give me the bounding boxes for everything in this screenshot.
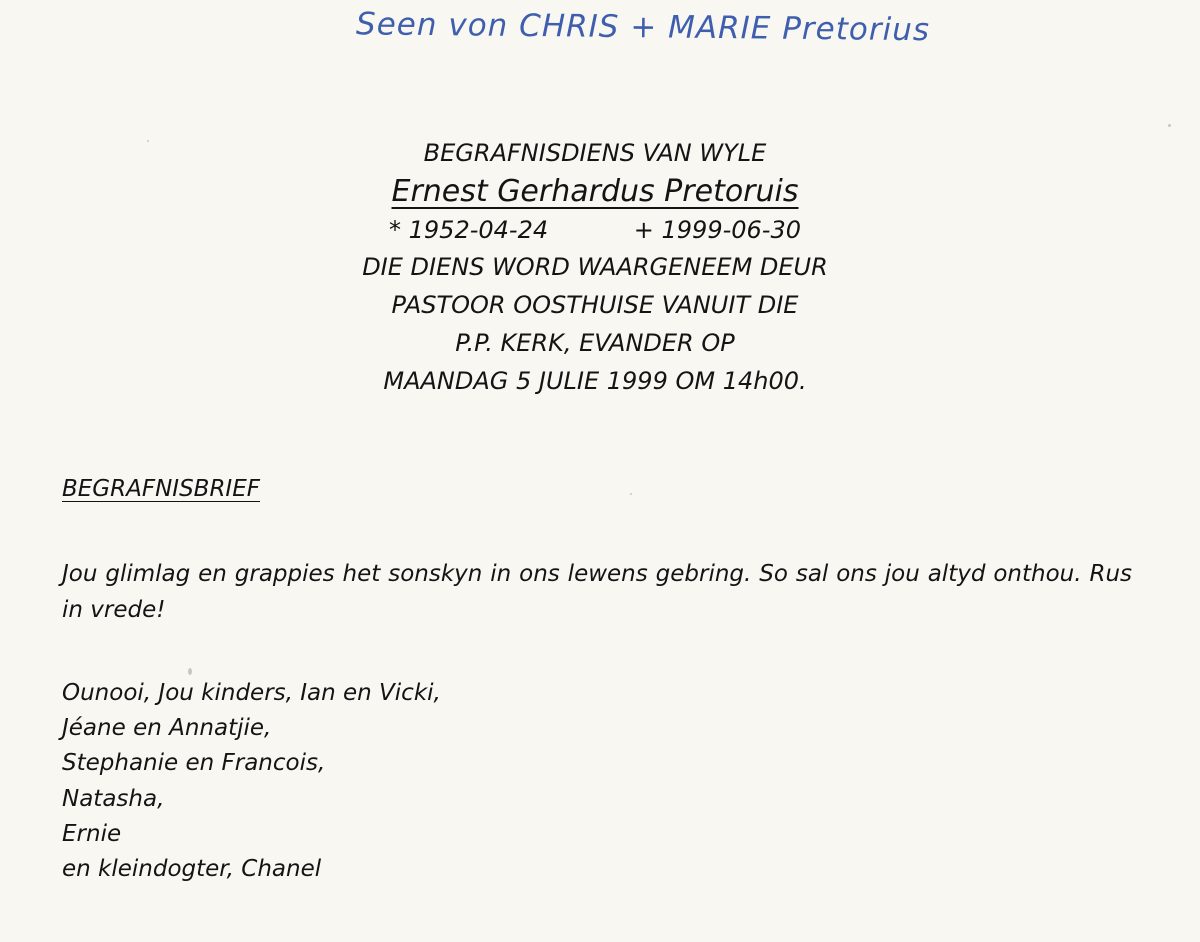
service-title: BEGRAFNISDIENS VAN WYLE — [423, 139, 767, 167]
paper-speck — [1168, 124, 1171, 127]
death-date: + 1999-06-30 — [633, 216, 801, 244]
letter-heading: BEGRAFNISBRIEF — [62, 476, 260, 502]
deceased-name: Ernest Gerhardus Pretoruis — [391, 174, 799, 209]
signature-line: Ounooi, Jou kinders, Ian en Vicki, — [62, 680, 441, 706]
paper-speck — [630, 493, 632, 495]
paper-speck — [147, 140, 149, 142]
service-detail-line: DIE DIENS WORD WAARGENEEM DEUR — [362, 253, 828, 281]
signature-line: en kleindogter, Chanel — [62, 856, 322, 883]
signature-line: Natasha, — [62, 785, 165, 812]
letter-message: Jou glimlag en grappies het sonskyn in ons lewens gebring. So sal ons jou altyd onthou. Rus in vrede! — [62, 561, 1132, 623]
service-date-time: MAANDAG 5 JULIE 1999 OM 14h00. — [383, 367, 807, 395]
funeral-service-header — [250, 134, 940, 400]
service-detail-line: P.P. KERK, EVANDER OP — [455, 329, 735, 357]
service-detail-line: PASTOOR OOSTHUISE VANUIT DIE — [391, 291, 799, 319]
life-dates — [250, 212, 940, 248]
birth-date: * 1952-04-24 — [389, 216, 549, 244]
signature-line: Jéane en Annatjie, — [62, 715, 272, 742]
paper-speck — [188, 668, 192, 675]
handwritten-note: Seen von CHRIS + MARIE Pretorius — [355, 6, 931, 49]
signature-line: Ernie — [62, 820, 122, 847]
signature-line: Stephanie en Francois, — [62, 750, 326, 777]
family-signatures — [62, 676, 762, 887]
